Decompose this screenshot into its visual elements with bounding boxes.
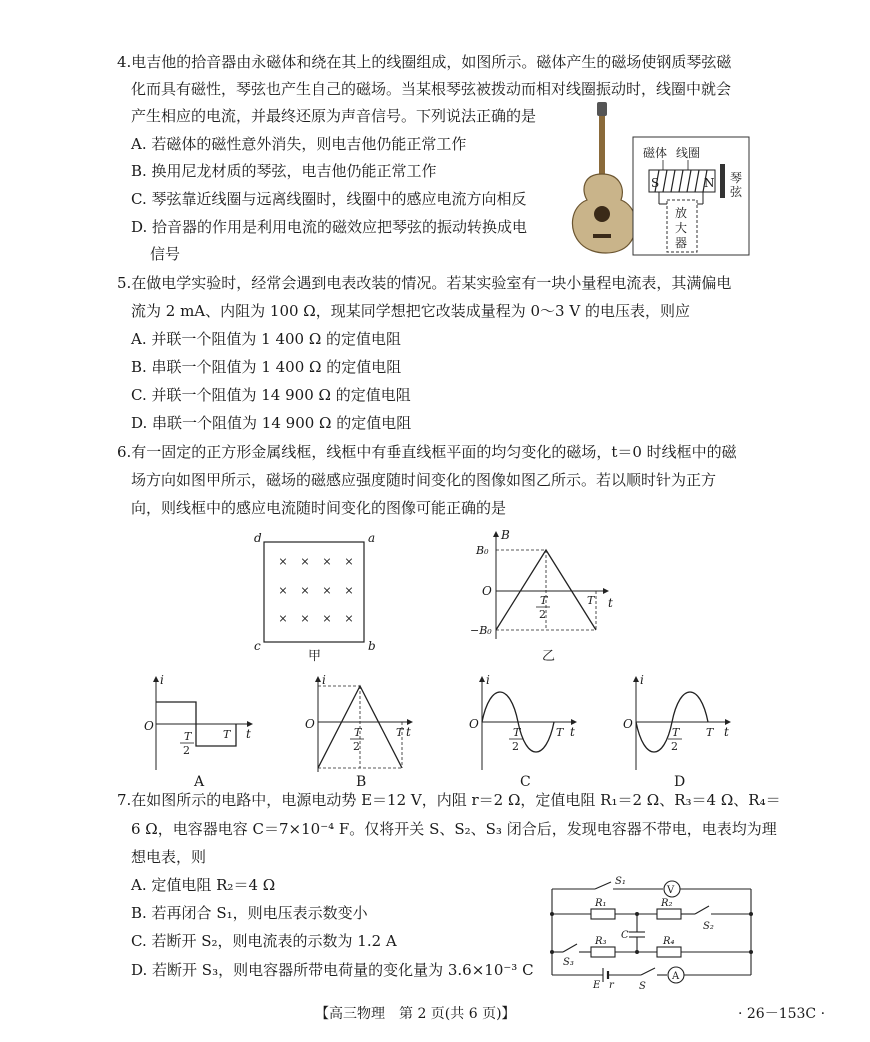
choice-b-graph [300, 672, 420, 790]
svg-text:2: 2 [512, 740, 519, 753]
q4-option-a: A. 若磁体的磁性意外消失，则电吉他仍能正常工作 [131, 135, 467, 153]
svg-text:2: 2 [353, 740, 360, 753]
svg-text:×: × [278, 612, 288, 625]
svg-text:−B₀: −B₀ [470, 624, 492, 637]
svg-text:A: A [672, 971, 680, 982]
svg-text:a: a [368, 531, 376, 545]
figure-yi-caption: 乙 [542, 649, 556, 664]
svg-text:T: T [396, 726, 404, 739]
svg-text:×: × [300, 584, 310, 597]
svg-text:×: × [344, 555, 354, 568]
svg-text:×: × [278, 584, 288, 597]
q4-line-1: 4.电吉他的拾音器由永磁体和绕在其上的线圈组成，如图所示。磁体产生的磁场使钢质琴弦磁 [117, 53, 732, 71]
coil-label: 线圈 [676, 146, 701, 160]
q6-line-2: 场方向如图甲所示，磁场的磁感应强度随时间变化的图像如图乙所示。若以顺时针为正方 [131, 471, 717, 489]
svg-text:×: × [344, 584, 354, 597]
svg-text:T: T [672, 726, 680, 739]
svg-text:t: t [724, 725, 729, 739]
svg-text:×: × [322, 555, 332, 568]
svg-text:放: 放 [675, 206, 688, 220]
svg-text:S₁: S₁ [615, 876, 626, 887]
q7-option-b: B. 若再闭合 S₁，则电压表示数变小 [131, 904, 368, 922]
svg-text:×: × [344, 612, 354, 625]
q5-option-d: D. 串联一个阻值为 14 900 Ω 的定值电阻 [131, 414, 412, 432]
choice-a-graph [140, 672, 260, 790]
svg-text:O: O [305, 717, 315, 731]
choice-d-graph [620, 672, 740, 790]
svg-text:R₁: R₁ [595, 898, 607, 909]
svg-text:c: c [254, 639, 261, 653]
svg-text:B: B [501, 528, 510, 542]
svg-text:T: T [706, 726, 714, 739]
choice-b-label: B [356, 774, 367, 790]
choice-c-graph [462, 672, 582, 790]
svg-text:O: O [144, 719, 154, 733]
svg-text:T: T [587, 594, 595, 607]
q7-line-1: 7.在如图所示的电路中，电源电动势 E＝12 V，内阻 r＝2 Ω，定值电阻 R₁＝2 Ω、R₃＝4 Ω、R₄＝ [117, 791, 781, 809]
svg-text:R₂: R₂ [661, 898, 673, 909]
svg-text:C: C [621, 930, 629, 941]
q4-line-2: 化而具有磁性，琴弦也产生自己的磁场。当某根琴弦被拨动而相对线圈振动时，线圈中就会 [131, 80, 732, 98]
figure-jia-caption: 甲 [308, 649, 322, 664]
svg-text:r: r [609, 980, 614, 991]
guitar-pickup-figure [563, 102, 753, 262]
figure-jia [250, 530, 380, 665]
svg-text:S₃: S₃ [563, 957, 574, 968]
svg-text:i: i [160, 673, 164, 687]
string-bar [720, 164, 725, 198]
q6-line-1: 6.有一固定的正方形金属线框，线框中有垂直线框平面的均匀变化的磁场，t＝0 时线框中的磁 [117, 443, 737, 461]
svg-text:R₃: R₃ [595, 936, 607, 947]
q5-line-1: 5.在做电学实验时，经常会遇到电表改装的情况。若某实验室有一块小量程电流表，其满偏电 [117, 274, 732, 292]
s-pole-label: S [651, 176, 660, 190]
string-label-2: 弦 [730, 185, 743, 199]
svg-text:t: t [608, 596, 613, 610]
q7-option-d: D. 若断开 S₃，则电容器所带电荷量的变化量为 3.6×10⁻³ C [131, 961, 534, 979]
svg-text:×: × [322, 584, 332, 597]
svg-text:V: V [667, 885, 675, 896]
exam-code: · 26－153C · [738, 1006, 826, 1022]
svg-text:S₂: S₂ [703, 921, 714, 932]
q5-option-c: C. 并联一个阻值为 14 900 Ω 的定值电阻 [131, 386, 411, 404]
svg-text:器: 器 [675, 236, 688, 250]
svg-text:i: i [322, 673, 326, 687]
svg-text:t: t [406, 725, 411, 739]
q7-line-2: 6 Ω，电容器电容 C＝7×10⁻⁴ F。仅将开关 S、S₂、S₃ 闭合后，发现电容器不带电，电表均为理 [131, 820, 777, 838]
svg-text:2: 2 [671, 740, 678, 753]
svg-text:O: O [482, 584, 492, 598]
svg-text:×: × [300, 612, 310, 625]
svg-text:O: O [623, 717, 633, 731]
q7-option-a: A. 定值电阻 R₂＝4 Ω [131, 876, 276, 894]
svg-text:T: T [354, 726, 362, 739]
string-label-1: 琴 [730, 171, 743, 185]
q4-line-3: 产生相应的电流，并最终还原为声音信号。下列说法正确的是 [131, 107, 537, 125]
n-pole-label: N [704, 176, 715, 190]
q5-option-a: A. 并联一个阻值为 1 400 Ω 的定值电阻 [131, 330, 402, 348]
figure-yi [470, 527, 620, 667]
svg-text:E: E [593, 980, 601, 991]
choice-a-label: A [194, 774, 205, 790]
svg-text:d: d [254, 531, 262, 545]
choice-c-label: C [520, 774, 531, 790]
svg-text:S: S [639, 981, 646, 992]
svg-text:O: O [469, 717, 479, 731]
q4-option-c: C. 琴弦靠近线圈与远离线圈时，线圈中的感应电流方向相反 [131, 190, 527, 208]
svg-text:×: × [322, 612, 332, 625]
svg-text:×: × [300, 555, 310, 568]
svg-text:t: t [246, 727, 251, 741]
svg-text:T: T [556, 726, 564, 739]
svg-text:T: T [184, 730, 192, 743]
choice-d-label: D [674, 774, 686, 790]
svg-text:大: 大 [675, 221, 688, 235]
svg-text:b: b [368, 639, 376, 653]
q7-option-c: C. 若断开 S₂，则电流表的示数为 1.2 A [131, 932, 397, 950]
svg-text:i: i [640, 673, 644, 687]
q5-line-2: 流为 2 mA、内阻为 100 Ω，现某同学想把它改装成量程为 0～3 V 的电压表，则应 [131, 302, 690, 320]
magnet-label: 磁体 [643, 146, 668, 160]
field-symbols [278, 555, 353, 625]
guitar-icon [572, 102, 636, 253]
q6-line-3: 向，则线框中的感应电流随时间变化的图像可能正确的是 [131, 499, 507, 517]
q4-option-b: B. 换用尼龙材质的琴弦，电吉他仍能正常工作 [131, 162, 437, 180]
svg-text:t: t [570, 725, 575, 739]
q7-line-3: 想电表，则 [131, 848, 207, 866]
svg-text:T: T [223, 728, 231, 741]
svg-text:R₄: R₄ [663, 936, 675, 947]
svg-text:×: × [278, 555, 288, 568]
svg-text:T: T [540, 594, 548, 607]
svg-text:T: T [513, 726, 521, 739]
q4-option-d: D. 拾音器的作用是利用电流的磁效应把琴弦的振动转换成电 [131, 218, 528, 236]
q4-option-d-cont: 信号 [150, 245, 181, 263]
q5-option-b: B. 串联一个阻值为 1 400 Ω 的定值电阻 [131, 358, 402, 376]
svg-text:2: 2 [183, 744, 190, 757]
circuit-diagram [545, 872, 760, 997]
page-footer: 【高三物理 第 2 页(共 6 页)】 [315, 1006, 516, 1022]
svg-text:i: i [486, 673, 490, 687]
svg-text:2: 2 [539, 608, 546, 621]
svg-text:B₀: B₀ [476, 544, 489, 557]
